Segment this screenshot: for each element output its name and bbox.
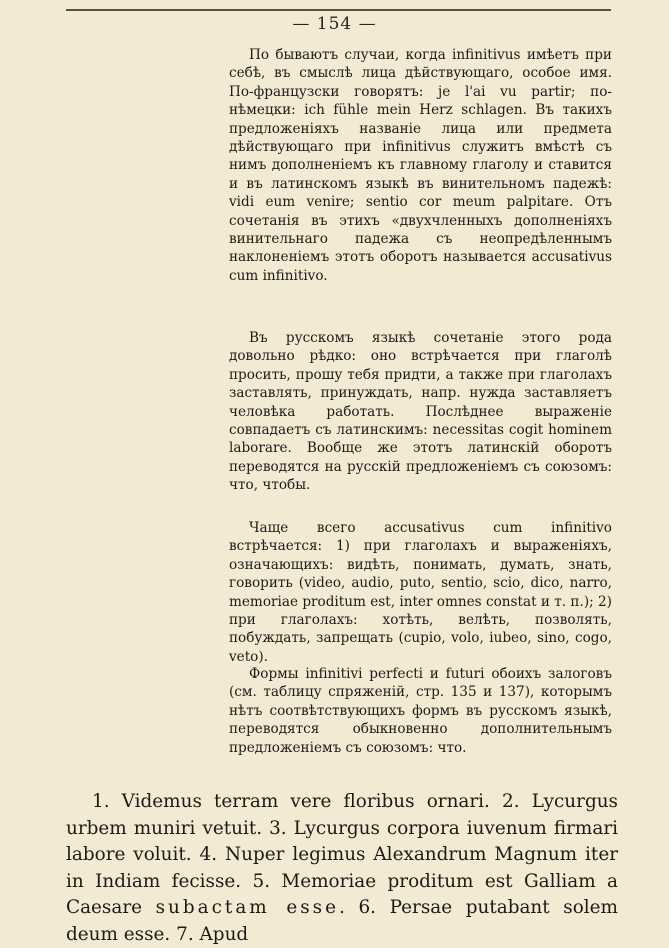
paragraph-2 [229, 329, 612, 495]
exercise-text [66, 789, 618, 948]
paragraph-4-text: Формы infinitivi perfecti и futuri обоихъ залоговъ (см. таблицу спряженій, стр. 135 и 137), которымъ нѣтъ соотвѣтствующихъ формъ въ русскомъ языкѣ, переводятся обыкновенно дополнительнымъ предложеніемъ съ союзомъ: что. [229, 666, 612, 756]
exercise-spaced-text: subactam esse [155, 897, 339, 918]
page-number: — 154 — [292, 14, 377, 34]
paragraph-2-text: Въ русскомъ языкѣ сочетаніе этого рода довольно рѣдко: оно встрѣчается при глаголѣ просить, прошу тебя придти, а также при глаголахъ заставлять, принуждать, напр. нужда заставляетъ человѣка работать. Послѣднее выраженіе совпадаетъ съ латинскимъ: necessitas cogit hominem laborare. Вообще же этотъ латинскій оборотъ переводятся на русскій предложеніемъ съ союзомъ: что, чтобы. [229, 330, 612, 494]
exercise-block [66, 789, 618, 948]
paragraph-1 [229, 46, 612, 285]
paragraph-1-text: По бываютъ случаи, когда infinitivus имѣетъ при себѣ, въ смыслѣ лица дѣйствующаго, особое имя. По-французски говорятъ: je l'ai vu partir; по-нѣмецки: ich fühle mein Herz schlagen. Въ такихъ предложеніяхъ названіе лица или предмета дѣйствующаго при infinitivus служитъ вмѣстѣ съ нимъ дополненіемъ къ главному глаголу и ставится и въ латинскомъ языкѣ въ винительномъ падежѣ: vidi eum venire; sentio cor meum palpitare. Отъ сочетанія въ этихъ «двухчленныхъ дополненіяхъ винительнаго падежа съ неопредѣленнымъ наклоненіемъ этотъ оборотъ называется accusativus cum infinitivo. [229, 47, 612, 284]
top-rule [66, 9, 611, 11]
exercise-text-part1: 1. Videmus terram vere floribus ornari. 2. Lycurgus urbem muniri vetuit. 3. Lycurgus corpora iuvenum firmari labore voluit. 4. Nuper legimus Alexandrum Magnum iter in Indiam fecisse. 5. Memoriae proditum est Galliam a Caesare [66, 791, 618, 918]
paragraph-3-text: Чаще всего accusativus cum infinitivo встрѣчается: 1) при глаголахъ и выраженіяхъ, означающихъ: видѣть, понимать, думать, знать, говорить (video, audio, puto, sentio, scio, dico, narro, memoriae proditum est, inter omnes constat и т. п.); 2) при глаголахъ: хотѣть, велѣть, позволять, побуждать, запрещать (cupio, volo, iubeo, sino, cogo, veto). [229, 520, 612, 665]
paragraph-3 [229, 519, 612, 666]
exercise-text-part2: . 6. Persae putabant solem deum esse. 7. Apud [66, 897, 618, 945]
paragraph-4 [229, 665, 612, 757]
